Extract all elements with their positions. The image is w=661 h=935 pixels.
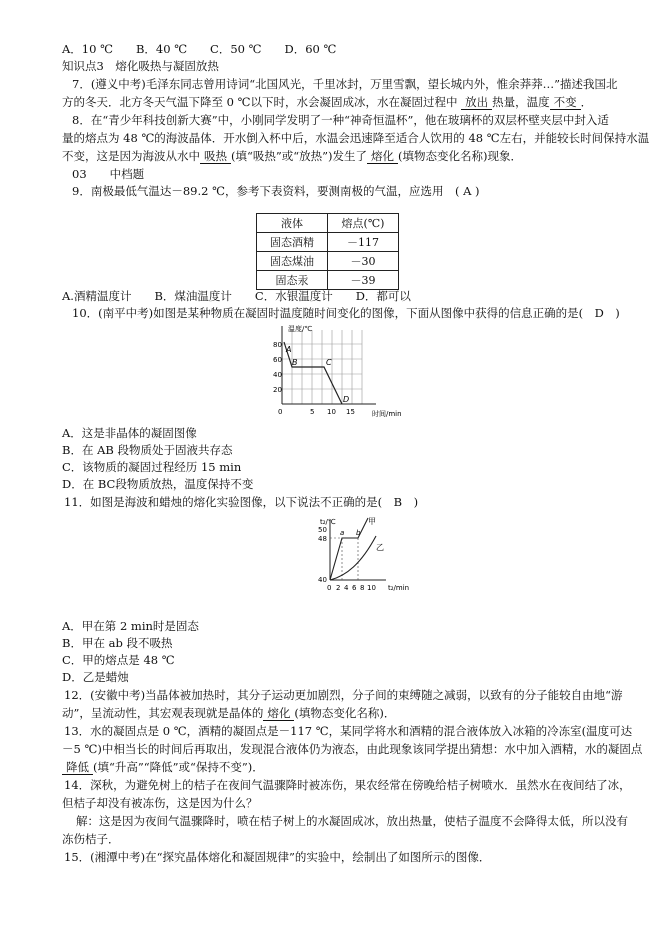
answer-blank: 吸热: [200, 149, 231, 164]
q8-line2: 量的熔点为 48 ℃的海波晶体．开水倒入杯中后，水温会迅速降至适合人饮用的 48 ℃左右，并能较长时间保持水温: [62, 131, 650, 145]
point-label: D: [343, 395, 350, 404]
melting-point-table: [256, 213, 399, 290]
table-cell: 固态酒精: [257, 233, 328, 252]
q14-line1: 14．深秋，为避免树上的桔子在夜间气温骤降时被冻伤，果农经常在傍晚给桔子树喷水．虽然水在夜间结了冰，: [64, 778, 631, 792]
point-label: b: [356, 529, 361, 537]
y-tick: 60: [273, 356, 282, 364]
y-tick: 40: [273, 371, 282, 379]
q14-answer-line1: 解：这是因为夜间气温骤降时，喷在桔子树上的水凝固成冰，放出热量，使桔子温度不会降得太低，所以没有: [76, 814, 628, 828]
x-tick: 10: [327, 408, 336, 416]
y-tick: 40: [318, 576, 327, 584]
table-cell: 固态汞: [257, 271, 328, 290]
table-header: 熔点(℃): [328, 214, 399, 233]
q11-option-b: B．甲在 ab 段不吸热: [62, 636, 173, 650]
q7-line2: 方的冬天．北方冬天气温下降至 0 ℃以下时，水会凝固成冰，水在凝固过程中 放出 热量，温度 不变 ．: [62, 95, 593, 109]
q14-answer-line2: 冻伤桔子．: [62, 832, 120, 846]
table-cell: －30: [328, 252, 399, 271]
q11-option-c: C．甲的熔点是 48 ℃: [62, 653, 175, 667]
x-tick: 0: [327, 584, 332, 592]
table-cell: 固态煤油: [257, 252, 328, 271]
y-tick: 80: [273, 341, 282, 349]
table-cell: －117: [328, 233, 399, 252]
q9-options: A.酒精温度计 B．煤油温度计 C．水银温度计 D．都可以: [62, 289, 411, 303]
q13-line2: －5 ℃)中相当长的时间后再取出，发现混合液体仍为液态，由此现象该同学提出猜想：水中加入酒精，水的凝固点: [62, 742, 643, 756]
answer-blank: 放出: [461, 95, 492, 110]
point-label: a: [340, 529, 345, 537]
answer-blank: 熔化: [263, 706, 294, 721]
q8-line1: 8．在“青少年科技创新大赛”中，小刚同学发明了一种“神奇恒温杯”，他在玻璃杯的双层杯壁夹层中封入适: [72, 113, 609, 127]
q12-line2: 动”，呈流动性，其宏观表现就是晶体的 熔化 (填物态变化名称)．: [62, 706, 396, 720]
q9-stem: 9．南极最低气温达－89.2 ℃，参考下表资料，要测南极的气温，应选用 ( A ): [72, 184, 480, 198]
q10-option-a: A．这是非晶体的凝固图像: [62, 426, 197, 440]
q10-option-d: D．在 BC段物质放热，温度保持不变: [62, 477, 254, 491]
x-tick: 15: [346, 408, 355, 416]
point-label: C: [326, 358, 332, 367]
y-tick: 50: [318, 526, 327, 534]
q14-line2: 但桔子却没有被冻伤，这是因为什么？: [62, 796, 258, 810]
q11-stem: 11．如图是海波和蜡烛的熔化实验图像，以下说法不正确的是( B ): [64, 495, 419, 509]
y-axis-label: t₂/℃: [320, 518, 336, 526]
answer-blank: 不变: [550, 95, 581, 110]
x-axis-label: t₂/min: [388, 584, 410, 592]
q8-line3: 不变，这是因为海波从水中 吸热 (填“吸热”或“放热”)发生了 熔化 (填物态变化名称)现象．: [62, 149, 522, 163]
q10-option-b: B．在 AB 段物质处于固液共存态: [62, 443, 233, 457]
curve-yi: [330, 536, 376, 580]
x-tick: 8: [360, 584, 365, 592]
q10-stem: 10．(南平中考)如图是某种物质在凝固时温度随时间变化的图像，下面从图像中获得的信息正确的是( D ): [72, 306, 620, 320]
q11-option-d: D．乙是蜡烛: [62, 670, 129, 684]
x-tick: 0: [278, 408, 283, 416]
x-tick: 6: [352, 584, 357, 592]
series-label: 甲: [368, 517, 376, 526]
table-header: 液体: [257, 214, 328, 233]
x-tick: 4: [344, 584, 349, 592]
point-label: B: [292, 358, 298, 367]
q11-option-a: A．甲在第 2 min时是固态: [62, 619, 199, 633]
y-axis-label: 温度/℃: [288, 325, 313, 333]
point-label: A: [286, 345, 292, 354]
x-tick: 10: [367, 584, 376, 592]
section-heading: 知识点3 熔化吸热与凝固放热: [62, 59, 219, 73]
x-tick: 5: [310, 408, 315, 416]
y-tick: 20: [273, 386, 282, 394]
table-cell: －39: [328, 271, 399, 290]
q13-line3: 降低 (填“升高”“降低”或“保持不变”)．: [62, 759, 264, 776]
q10-option-c: C．该物质的凝固过程经历 15 min: [62, 460, 242, 474]
section-label: 03 中档题: [72, 167, 145, 181]
q13-line1: 13．水的凝固点是 0 ℃，酒精的凝固点是－117 ℃，某同学将水和酒精的混合液体放入冰箱的冷冻室(温度可达: [64, 724, 633, 738]
q6-options: A．10 ℃ B．40 ℃ C．50 ℃ D．60 ℃: [62, 42, 337, 56]
cooling-curve: [284, 342, 342, 404]
x-tick: 2: [336, 584, 341, 592]
answer-blank: 降低: [62, 760, 93, 775]
solidification-graph: [272, 322, 422, 422]
melting-graph: [306, 514, 426, 596]
answer-blank: 熔化: [367, 149, 398, 164]
q12-line1: 12．(安徽中考)当晶体被加热时，其分子运动更加剧烈，分子间的束缚随之减弱，以致有的分子能较自由地“游: [64, 688, 623, 702]
series-label: 乙: [376, 543, 384, 552]
x-axis-label: 时间/min: [372, 410, 402, 418]
q15-stem: 15．(湘潭中考)在“探究晶体熔化和凝固规律”的实验中，绘制出了如图所示的图像．: [64, 850, 491, 864]
q7-line1: 7．(遵义中考)毛泽东同志曾用诗词“北国风光，千里冰封，万里雪飘，望长城内外，惟余莽莽…”描述我国北: [72, 77, 618, 91]
y-tick: 48: [318, 535, 327, 543]
